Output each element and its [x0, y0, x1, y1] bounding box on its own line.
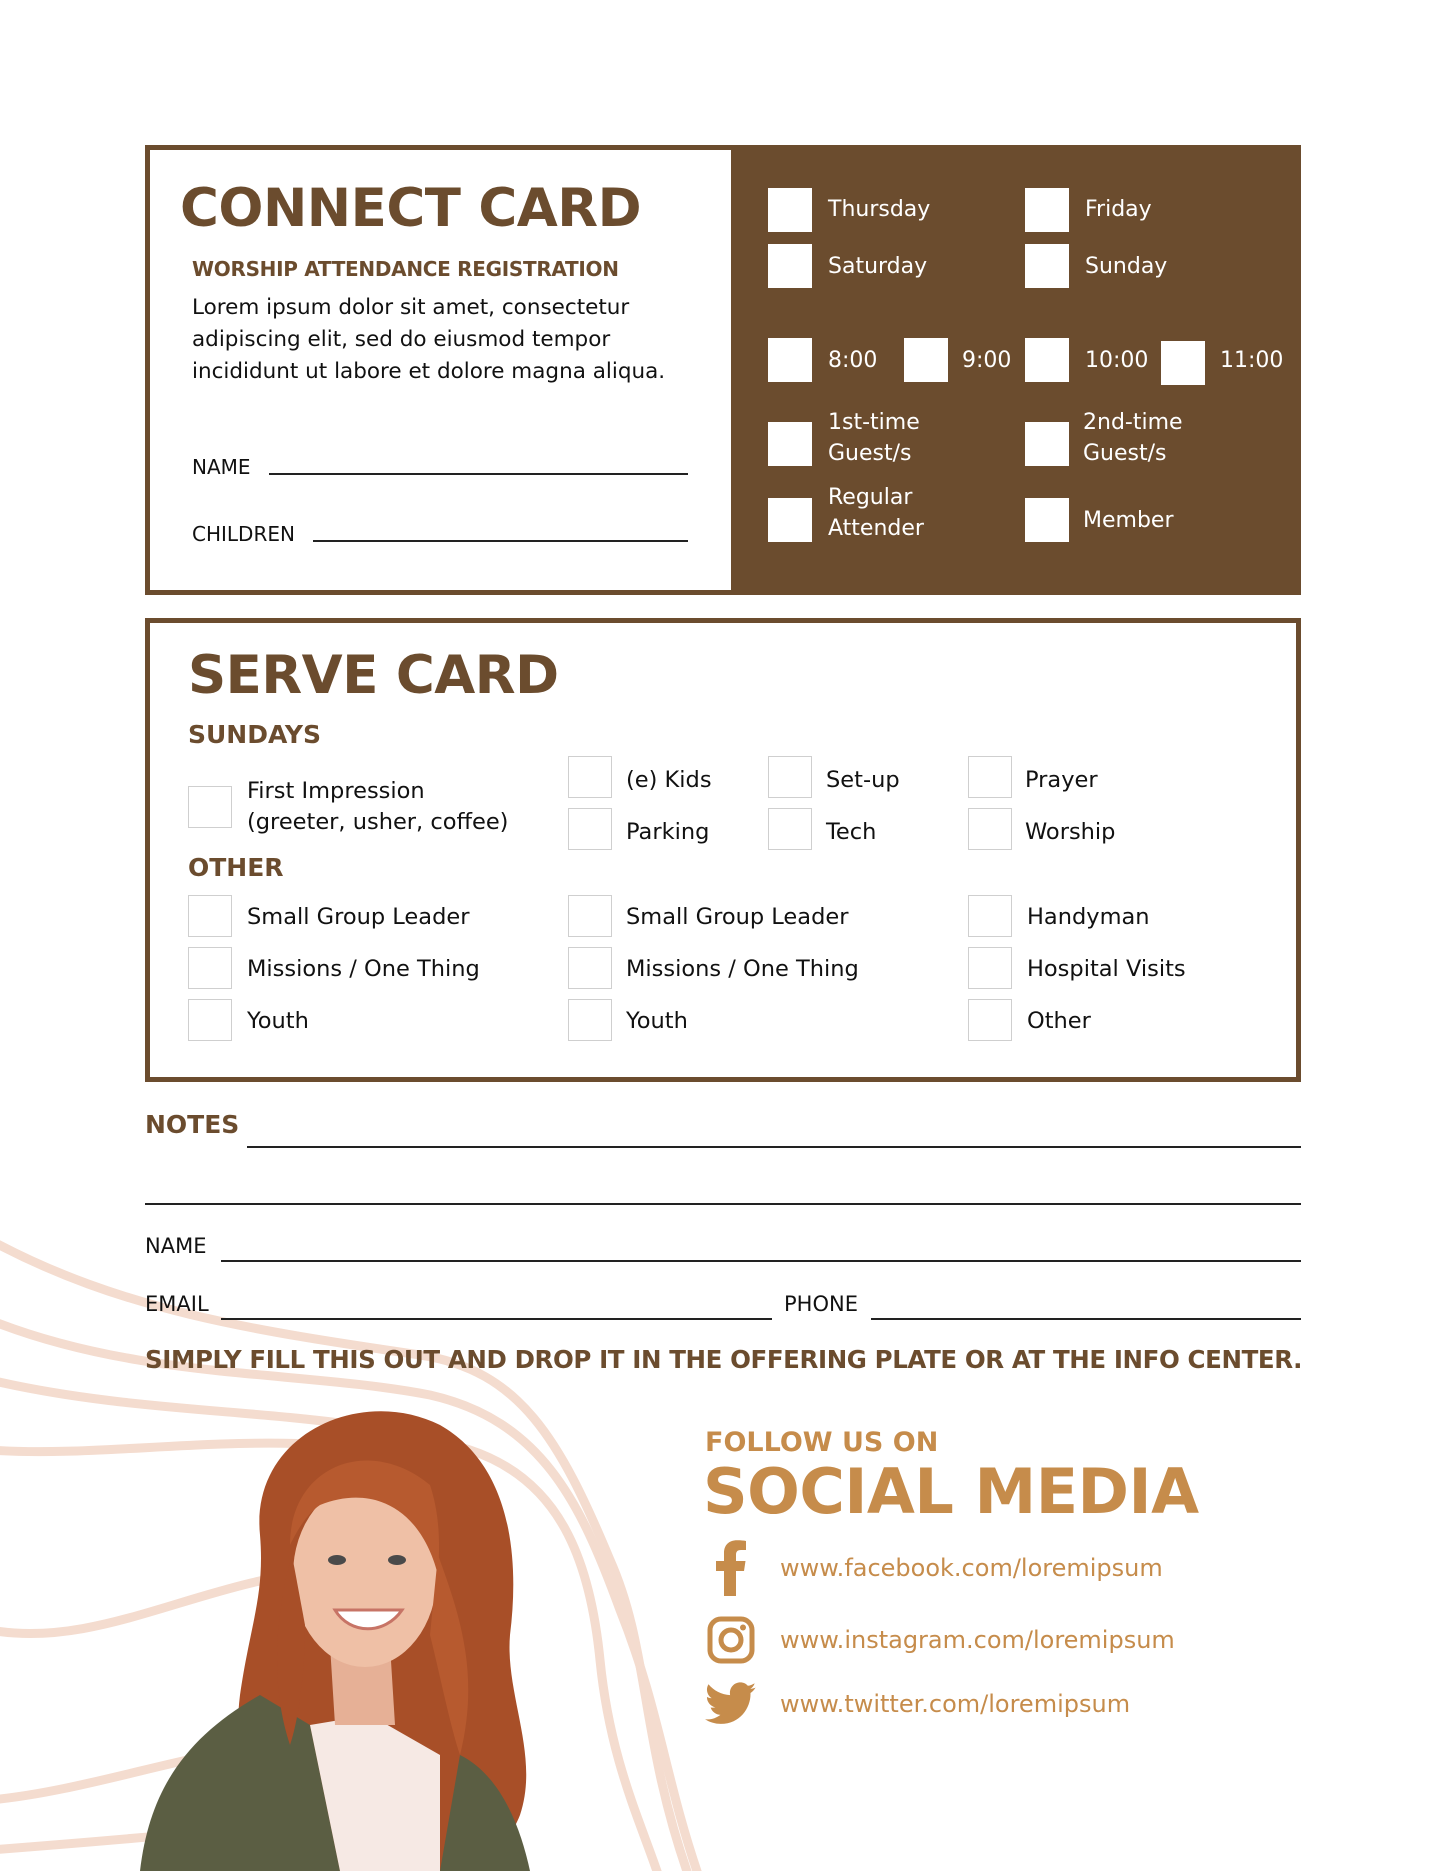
sundays-heading: SUNDAYS — [188, 720, 322, 749]
connect-card — [145, 145, 1301, 595]
checkbox-regular-attender[interactable] — [768, 498, 812, 542]
contact-email-line[interactable] — [221, 1318, 772, 1320]
twitter-url[interactable]: www.twitter.com/loremipsum — [780, 1690, 1131, 1718]
checkbox-first-impression[interactable] — [188, 786, 232, 828]
checkbox-other-hospital-visits[interactable] — [968, 947, 1012, 989]
contact-phone-line[interactable] — [871, 1318, 1301, 1320]
label-other-hospital-visits: Hospital Visits — [1027, 956, 1186, 982]
notes-heading: NOTES — [145, 1110, 240, 1139]
follow-us-label: FOLLOW US ON — [705, 1427, 939, 1458]
label-first-impression-line1: First Impression — [247, 778, 425, 804]
connect-children-line[interactable] — [313, 540, 688, 542]
label-friday: Friday — [1085, 197, 1152, 222]
label-other-other: Other — [1027, 1008, 1091, 1034]
label-other-youth-2: Youth — [626, 1008, 688, 1034]
social-media-heading: SOCIAL MEDIA — [703, 1455, 1199, 1528]
label-parking: Parking — [626, 819, 710, 845]
checkbox-parking[interactable] — [568, 808, 612, 850]
checkbox-first-time-guest[interactable] — [768, 422, 812, 466]
label-first-time-guest-line2: Guest/s — [828, 441, 912, 466]
checkbox-worship[interactable] — [968, 808, 1012, 850]
label-regular-attender-line1: Regular — [828, 485, 913, 510]
checkbox-other-youth-1[interactable] — [188, 999, 232, 1041]
contact-phone-label: PHONE — [784, 1292, 858, 1316]
label-second-time-guest-line1: 2nd-time — [1083, 410, 1183, 435]
checkbox-prayer[interactable] — [968, 756, 1012, 798]
label-tech: Tech — [826, 819, 877, 845]
checkbox-time-10[interactable] — [1025, 338, 1069, 382]
checkbox-friday[interactable] — [1025, 188, 1069, 232]
label-first-impression-line2: (greeter, usher, coffee) — [247, 809, 509, 835]
checkbox-other-small-group-leader-1[interactable] — [188, 895, 232, 937]
label-member: Member — [1083, 508, 1174, 533]
label-sunday: Sunday — [1085, 254, 1168, 279]
label-thursday: Thursday — [828, 197, 931, 222]
connect-card-info-panel — [150, 150, 731, 590]
contact-email-label: EMAIL — [145, 1292, 209, 1316]
checkbox-saturday[interactable] — [768, 244, 812, 288]
checkbox-time-8[interactable] — [768, 338, 812, 382]
checkbox-member[interactable] — [1025, 498, 1069, 542]
label-regular-attender-line2: Attender — [828, 516, 924, 541]
label-time-10: 10:00 — [1085, 348, 1149, 373]
label-other-handyman: Handyman — [1027, 904, 1150, 930]
label-other-youth-1: Youth — [247, 1008, 309, 1034]
label-time-8: 8:00 — [828, 348, 878, 373]
connect-card-title: CONNECT CARD — [180, 178, 642, 239]
label-other-missions-1: Missions / One Thing — [247, 956, 480, 982]
serve-card — [145, 618, 1301, 1082]
checkbox-other-handyman[interactable] — [968, 895, 1012, 937]
label-time-9: 9:00 — [962, 348, 1012, 373]
checkbox-tech[interactable] — [768, 808, 812, 850]
checkbox-sunday[interactable] — [1025, 244, 1069, 288]
label-first-time-guest-line1: 1st-time — [828, 410, 920, 435]
instructions-text: SIMPLY FILL THIS OUT AND DROP IT IN THE OFFERING PLATE OR AT THE INFO CENTER. — [145, 1345, 1303, 1374]
connect-name-field[interactable] — [192, 455, 688, 479]
portrait-photo — [140, 1395, 600, 1871]
label-other-missions-2: Missions / One Thing — [626, 956, 859, 982]
connect-card-description: Lorem ipsum dolor sit amet, consectetur adipiscing elit, sed do eiusmod tempor incididunt ut labore et dolore magna aliqua. — [192, 295, 666, 384]
checkbox-other-missions-2[interactable] — [568, 947, 612, 989]
social-link-twitter[interactable] — [705, 1676, 1130, 1732]
notes-line-2[interactable] — [145, 1203, 1301, 1205]
label-other-small-group-leader-1: Small Group Leader — [247, 904, 470, 930]
connect-name-label: NAME — [192, 455, 251, 479]
checkbox-other-youth-2[interactable] — [568, 999, 612, 1041]
connect-children-label: CHILDREN — [192, 522, 295, 546]
label-setup: Set-up — [826, 767, 900, 793]
facebook-url[interactable]: www.facebook.com/loremipsum — [780, 1554, 1163, 1582]
checkbox-thursday[interactable] — [768, 188, 812, 232]
checkbox-time-9[interactable] — [904, 338, 948, 382]
notes-line-1[interactable] — [247, 1146, 1301, 1148]
checkbox-other-small-group-leader-2[interactable] — [568, 895, 612, 937]
connect-children-field[interactable] — [192, 522, 688, 546]
twitter-icon — [705, 1676, 757, 1732]
label-prayer: Prayer — [1025, 767, 1098, 793]
serve-card-title: SERVE CARD — [188, 645, 559, 706]
instagram-url[interactable]: www.instagram.com/loremipsum — [780, 1626, 1175, 1654]
social-link-instagram[interactable] — [705, 1612, 1175, 1668]
checkbox-time-11[interactable] — [1161, 341, 1205, 385]
label-time-11: 11:00 — [1220, 348, 1284, 373]
instagram-icon — [705, 1612, 757, 1668]
label-kids: (e) Kids — [626, 767, 712, 793]
checkbox-other-other[interactable] — [968, 999, 1012, 1041]
label-worship: Worship — [1025, 819, 1116, 845]
contact-name-line[interactable] — [221, 1260, 1301, 1262]
other-heading: OTHER — [188, 853, 284, 882]
connect-card-options-panel — [731, 150, 1296, 590]
label-second-time-guest-line2: Guest/s — [1083, 441, 1167, 466]
social-link-facebook[interactable] — [705, 1540, 1163, 1596]
label-other-small-group-leader-2: Small Group Leader — [626, 904, 849, 930]
connect-card-subtitle: WORSHIP ATTENDANCE REGISTRATION — [192, 257, 619, 281]
facebook-icon — [705, 1540, 757, 1596]
label-saturday: Saturday — [828, 254, 928, 279]
checkbox-kids[interactable] — [568, 756, 612, 798]
checkbox-other-missions-1[interactable] — [188, 947, 232, 989]
checkbox-second-time-guest[interactable] — [1025, 422, 1069, 466]
contact-name-label: NAME — [145, 1234, 207, 1258]
connect-name-line[interactable] — [269, 473, 688, 475]
checkbox-setup[interactable] — [768, 756, 812, 798]
